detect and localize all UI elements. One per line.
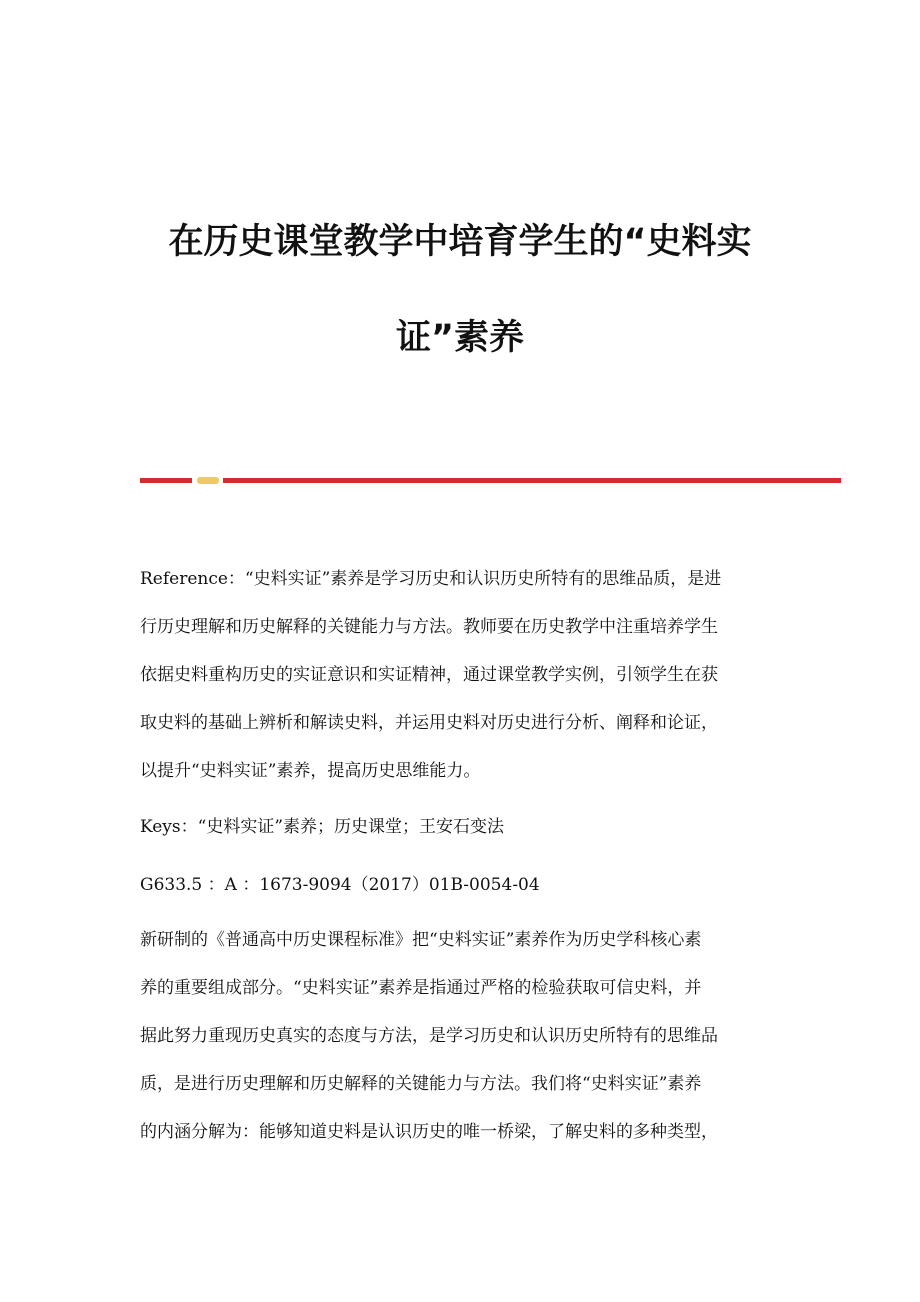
abstract-line: 取史料的基础上辨析和解读史料，并运用史料对历史进行分析、阐释和论证， bbox=[140, 713, 718, 733]
divider-ornament-icon bbox=[197, 477, 219, 484]
abstract-line: Reference：“史料实证”素养是学习历史和认识历史所特有的思维品质，是进 bbox=[140, 569, 722, 589]
paragraph-line: 的内涵分解为：能够知道史料是认识历史的唯一桥梁，了解史料的多种类型， bbox=[140, 1122, 718, 1142]
keywords-line: Keys：“史料实证”素养；历史课堂；王安石变法 bbox=[140, 817, 505, 837]
divider-left-bar bbox=[140, 478, 192, 483]
title-divider bbox=[140, 478, 841, 483]
paragraph-line: 据此努力重现历史真实的态度与方法，是学习历史和认识历史所特有的思维品 bbox=[140, 1026, 718, 1046]
divider-right-bar bbox=[223, 478, 841, 483]
paragraph-line: 质，是进行历史理解和历史解释的关键能力与方法。我们将“史料实证”素养 bbox=[140, 1074, 702, 1094]
document-title-line-2: 证”素养 bbox=[395, 318, 524, 358]
abstract-line: 行历史理解和历史解释的关键能力与方法。教师要在历史教学中注重培养学生 bbox=[140, 617, 718, 637]
document-title-line-1: 在历史课堂教学中培育学生的“史料实 bbox=[168, 222, 752, 262]
abstract-line: 以提升“史料实证”素养，提高历史思维能力。 bbox=[140, 761, 481, 781]
paragraph-line: 养的重要组成部分。“史料实证”素养是指通过严格的检验获取可信史料，并 bbox=[140, 978, 702, 998]
paragraph-line: 新研制的《普通高中历史课程标准》把“史料实证”素养作为历史学科核心素 bbox=[140, 930, 702, 950]
abstract-line: 依据史料重构历史的实证意识和实证精神，通过课堂教学实例，引领学生在获 bbox=[140, 665, 718, 685]
classification-line: G633.5 ：A ：1673-9094（2017）01B-0054-04 bbox=[140, 875, 540, 895]
